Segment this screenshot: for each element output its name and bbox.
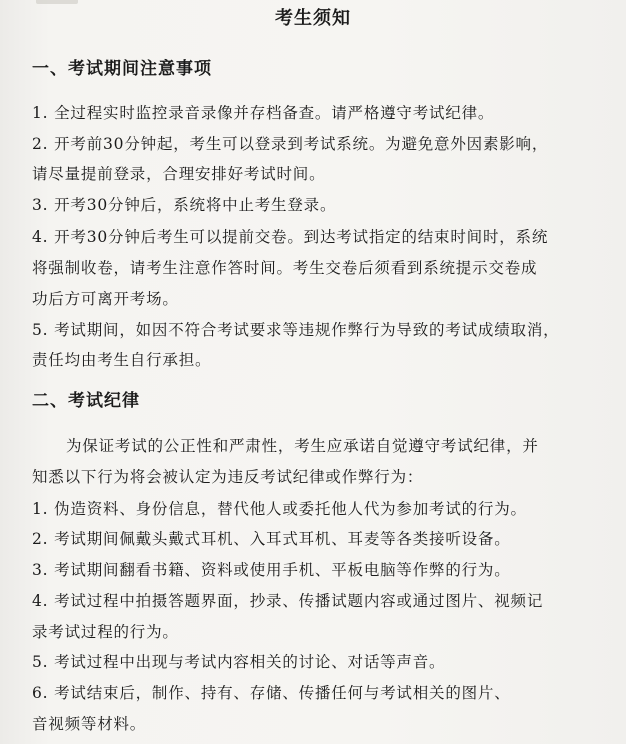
intro-line: 为保证考试的公正性和严肃性，考生应承诺自觉遵守考试纪律，并 — [66, 437, 539, 455]
paragraph-line: 请尽量提前登录，合理安排好考试时间。 — [32, 165, 326, 183]
paragraph-line: 将强制收卷，请考生注意作答时间。考生交卷后须看到系统提示交卷成 — [32, 259, 538, 277]
paragraph-line: 1. 伪造资料、身份信息，替代他人或委托他人代为参加考试的行为。 — [32, 500, 527, 518]
paragraph-line: 5. 考试过程中出现与考试内容相关的讨论、对话等声音。 — [32, 653, 446, 671]
paragraph-line: 责任均由考生自行承担。 — [32, 351, 212, 369]
paragraph-line: 2. 开考前30分钟起，考生可以登录到考试系统。为避免意外因素影响， — [32, 135, 549, 153]
paragraph-line: 2. 考试期间佩戴头戴式耳机、入耳式耳机、耳麦等各类接听设备。 — [32, 530, 511, 548]
paragraph-line: 1. 全过程实时监控录音录像并存档备查。请严格遵守考试纪律。 — [32, 104, 495, 122]
paragraph-line: 5. 考试期间，如因不符合考试要求等违规作弊行为导致的考试成绩取消， — [32, 321, 560, 339]
document-title: 考生须知 — [275, 8, 351, 29]
paragraph-line: 功后方可离开考场。 — [32, 290, 179, 308]
paragraph-line: 录考试过程的行为。 — [32, 623, 179, 641]
intro-line: 知悉以下行为将会被认定为违反考试纪律或作弊行为： — [32, 468, 424, 486]
paragraph-line: 4. 开考30分钟后考生可以提前交卷。到达考试指定的结束时间时，系统 — [32, 228, 549, 246]
paragraph-line: 音视频等材料。 — [32, 715, 147, 733]
paragraph-line: 6. 考试结束后，制作、持有、存储、传播任何与考试相关的图片、 — [32, 684, 511, 702]
paragraph-line: 4. 考试过程中拍摄答题界面，抄录、传播试题内容或通过图片、视频记 — [32, 592, 544, 610]
paragraph-line: 3. 开考30分钟后，系统将中止考生登录。 — [32, 196, 337, 214]
paragraph-line: 3. 考试期间翻看书籍、资料或使用手机、平板电脑等作弊的行为。 — [32, 561, 511, 579]
section-heading-exam-discipline: 二、考试纪律 — [32, 391, 140, 411]
section-heading-exam-notes: 一、考试期间注意事项 — [32, 59, 212, 79]
